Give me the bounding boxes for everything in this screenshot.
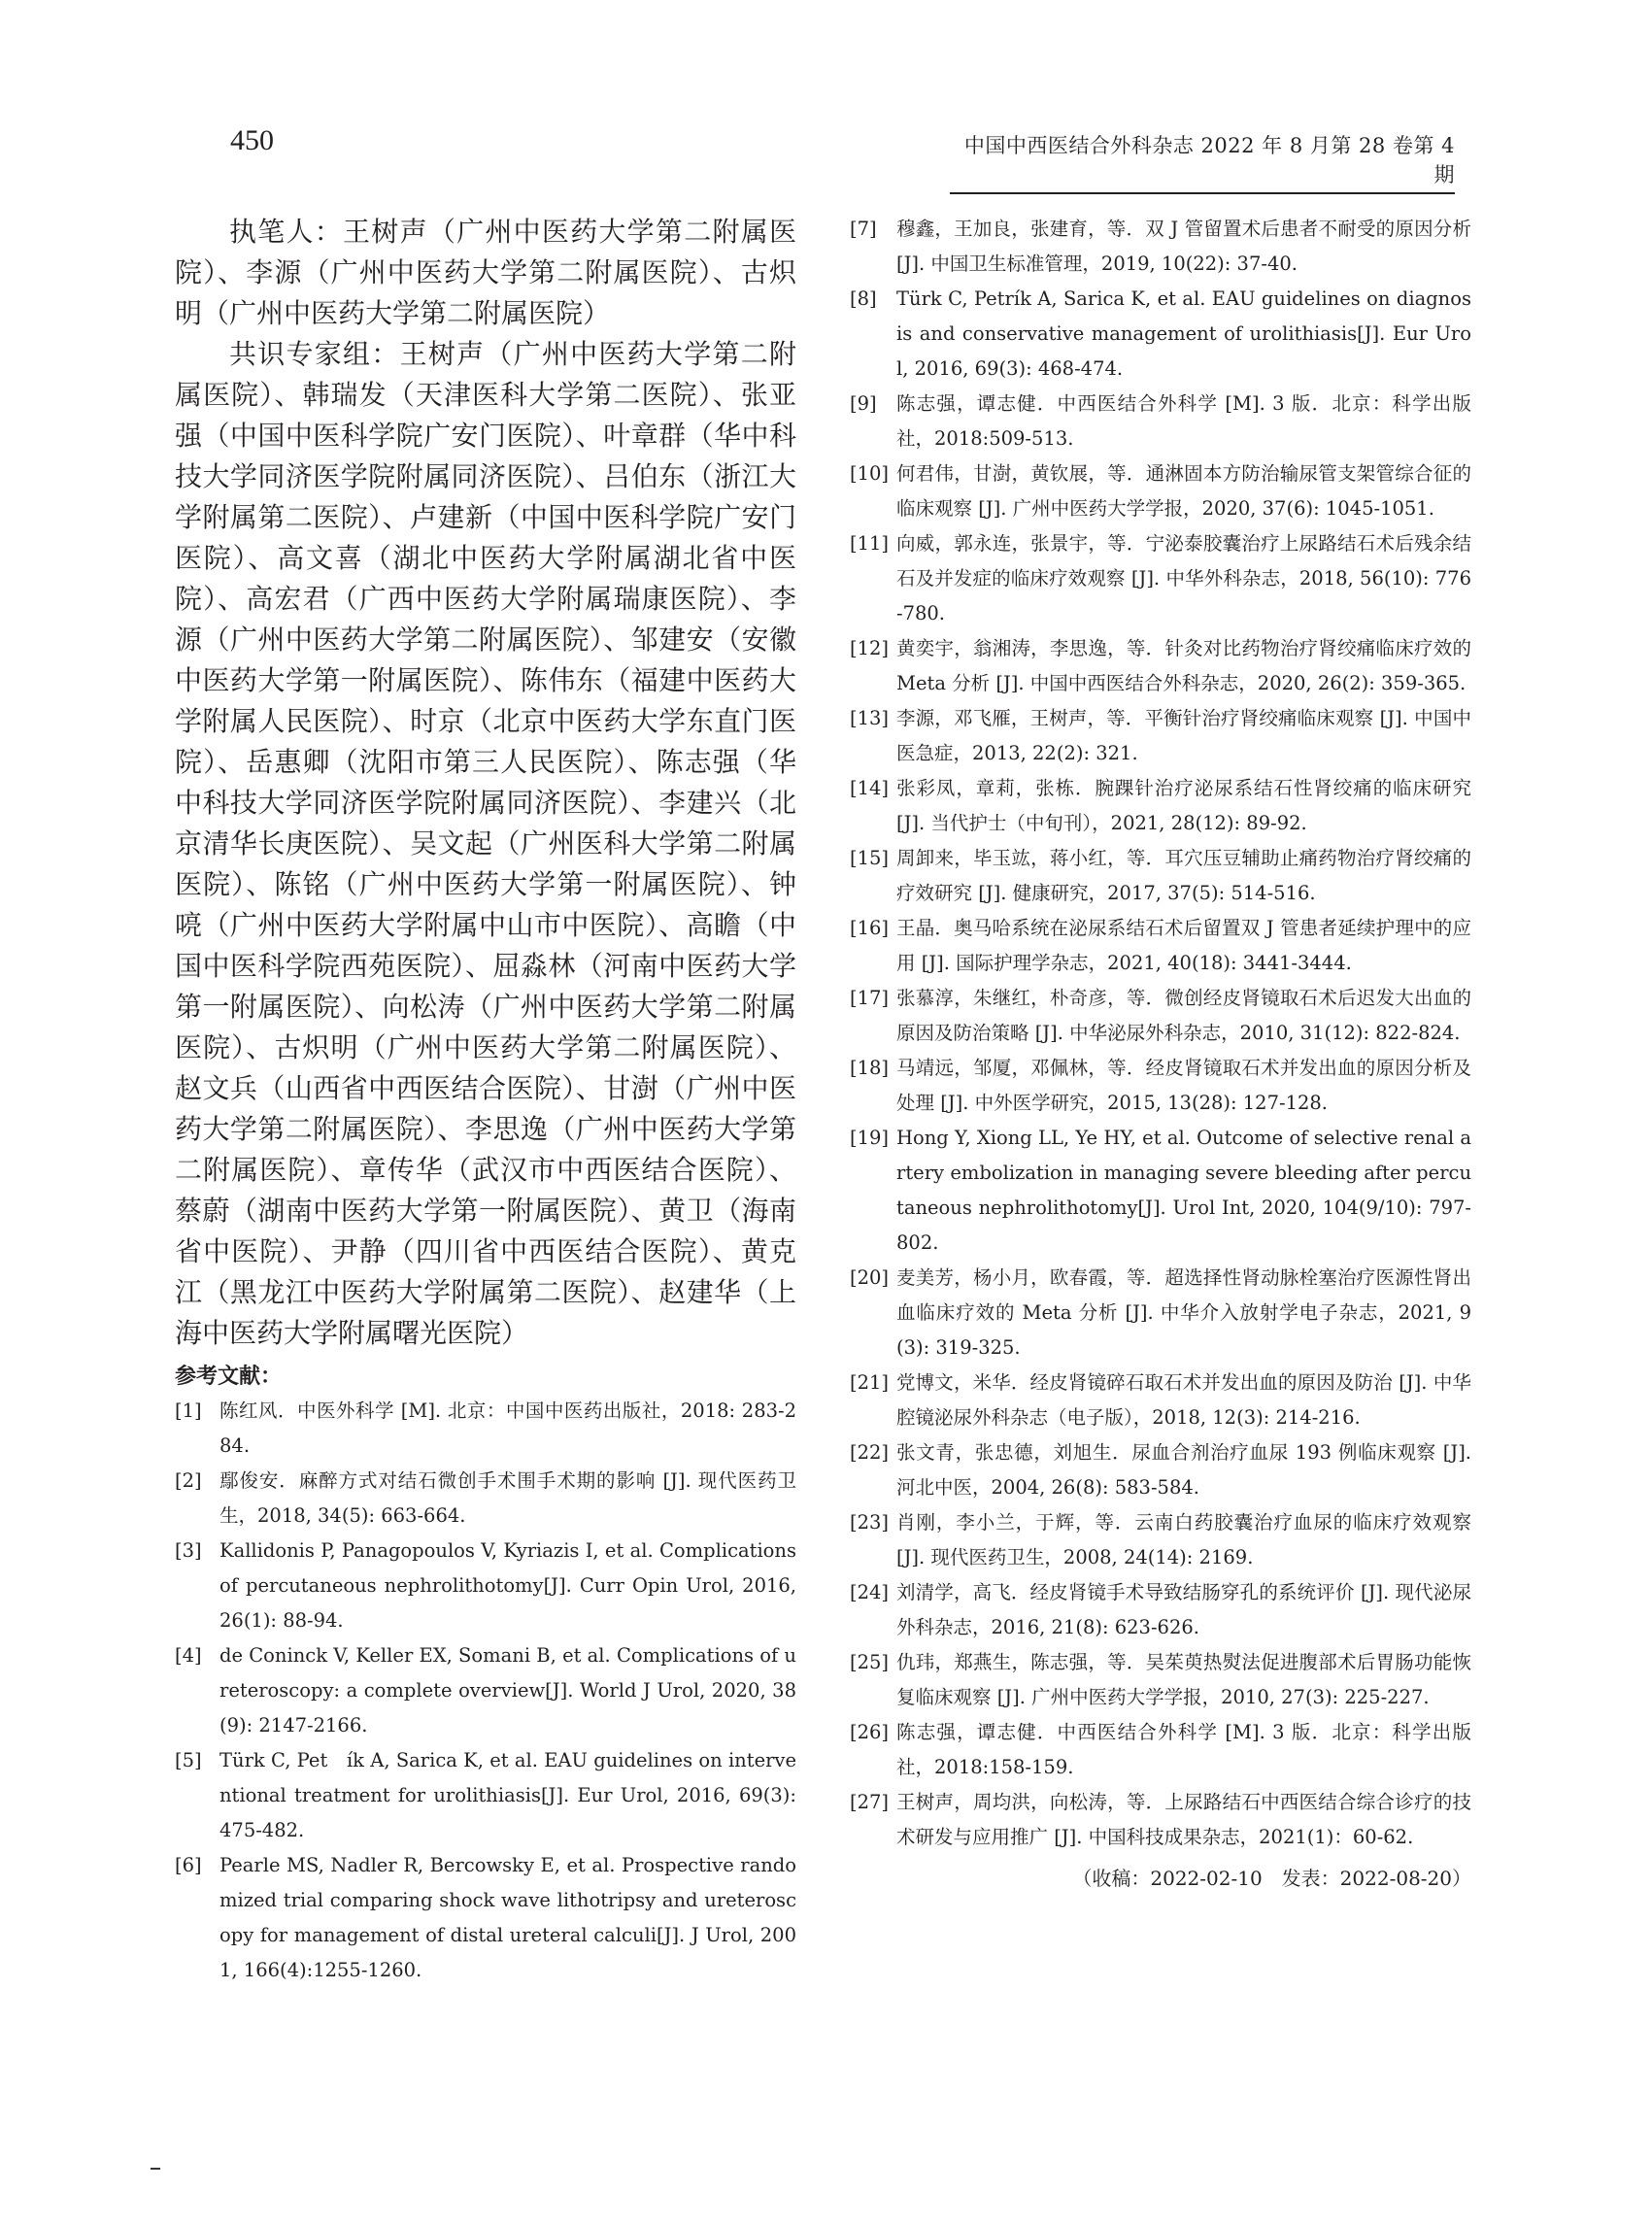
- reference-text: 向威，郭永连，张景宇，等．宁泌泰胶囊治疗上尿路结石术后残余结石及并发症的临床疗效观察 [J]. 中华外科杂志，2018, 56(10): 776-780.: [896, 532, 1471, 624]
- reference-text: 王晶．奥马哈系统在泌尿系结石术后留置双 J 管患者延续护理中的应用 [J]. 国际护理学杂志，2021, 40(18): 3441-3444.: [896, 917, 1471, 974]
- reference-item: [175, 1848, 796, 1988]
- received-dates: （收稿：2022-02-10 发表：2022-08-20）: [1072, 1867, 1471, 1890]
- page-number: 450: [230, 124, 274, 156]
- reference-number: [18]: [850, 1057, 890, 1079]
- reference-item: [850, 771, 1471, 841]
- reference-text: Türk C, Pet ík A, Sarica K, et al. EAU guidelines on interventional treatment for urolithiasis[J]. Eur Urol, 2016, 69(3): 475-482.: [219, 1749, 796, 1841]
- reference-number: [27]: [850, 1791, 890, 1813]
- reference-text: 黄奕宇，翁湘涛，李思逸，等．针灸对比药物治疗肾绞痛临床疗效的 Meta 分析 [J]. 中国中西医结合外科杂志，2020, 26(2): 359-365.: [896, 637, 1471, 694]
- reference-text: 马靖远，邹厦，邓佩林，等．经皮肾镜取石术并发出血的原因分析及处理 [J]. 中外医学研究，2015, 13(28): 127-128.: [896, 1057, 1471, 1114]
- reference-item: [850, 841, 1471, 911]
- reference-item: [175, 1534, 796, 1638]
- reference-number: [16]: [850, 917, 890, 939]
- reference-text: 张文青，张忠德，刘旭生．尿血合剂治疗血尿 193 例临床观察 [J]. 河北中医，2004, 26(8): 583-584.: [896, 1441, 1471, 1499]
- reference-number: [6]: [175, 1854, 202, 1876]
- reference-text: 仇玮，郑燕生，陈志强，等．吴茱萸热熨法促进腹部术后胃肠功能恢复临床观察 [J]. 广州中医药大学学报，2010, 27(3): 225-227.: [896, 1651, 1471, 1708]
- reference-number: [11]: [850, 532, 890, 555]
- reference-item: [850, 1261, 1471, 1365]
- writer-paragraph: 执笔人：王树声（广州中医药大学第二附属医院）、李源（广州中医药大学第二附属医院）、古炽明（广州中医药大学第二附属医院）: [175, 216, 796, 329]
- reference-number: [23]: [850, 1511, 890, 1534]
- reference-text: de Coninck V, Keller EX, Somani B, et al. Complications of ureteroscopy: a complete overview[J]. World J Urol, 2020, 38(9): 2147-2166.: [219, 1644, 796, 1736]
- reference-text: 陈志强，谭志健．中西医结合外科学 [M]. 3 版．北京：科学出版社，2018:158-159.: [896, 1721, 1471, 1778]
- journal-header: 中国中西医结合外科杂志 2022 年 8 月第 28 卷第 4 期: [950, 130, 1455, 194]
- reference-item: [850, 282, 1471, 387]
- reference-item: [175, 1638, 796, 1743]
- reference-item: [850, 1505, 1471, 1575]
- reference-number: [1]: [175, 1399, 202, 1422]
- reference-text: 肖刚，李小兰，于辉，等．云南白药胶囊治疗血尿的临床疗效观察 [J]. 现代医药卫生，2008, 24(14): 2169.: [896, 1511, 1471, 1568]
- reference-text: 陈红风．中医外科学 [M]. 北京：中国中医药出版社，2018: 283-284.: [219, 1399, 796, 1457]
- reference-item: [175, 1743, 796, 1848]
- reference-number: [3]: [175, 1539, 202, 1562]
- reference-list-left: [175, 1394, 796, 1988]
- reference-number: [22]: [850, 1441, 890, 1464]
- reference-item: [850, 981, 1471, 1051]
- reference-number: [21]: [850, 1371, 890, 1394]
- reference-text: 刘清学，高飞．经皮肾镜手术导致结肠穿孔的系统评价 [J]. 现代泌尿外科杂志，2016, 21(8): 623-626.: [896, 1581, 1471, 1638]
- reference-text: Kallidonis P, Panagopoulos V, Kyriazis I, et al. Complications of percutaneous nephrolithotomy[J]. Curr Opin Urol, 2016, 26(1): 88-94.: [219, 1539, 796, 1632]
- reference-item: [850, 631, 1471, 701]
- reference-number: [19]: [850, 1127, 890, 1149]
- reference-item: [850, 911, 1471, 981]
- reference-item: [850, 212, 1471, 282]
- reference-item: [850, 1575, 1471, 1645]
- reference-text: Hong Y, Xiong LL, Ye HY, et al. Outcome of selective renal artery embolization in managing severe bleeding after percutaneous nephrolithotomy[J]. Urol Int, 2020, 104(9/10): 797-802.: [896, 1127, 1471, 1254]
- reference-text: 王树声，周均洪，向松涛，等．上尿路结石中西医结合综合诊疗的技术研发与应用推广 [J]. 中国科技成果杂志，2021(1)：60-62.: [896, 1791, 1471, 1848]
- reference-number: [7]: [850, 218, 877, 240]
- reference-item: [850, 387, 1471, 456]
- references-heading: 参考文献：: [175, 1365, 283, 1389]
- reference-text: 周卸来，毕玉竑，蒋小红，等．耳穴压豆辅助止痛药物治疗肾绞痛的疗效研究 [J]. 健康研究，2017, 37(5): 514-516.: [896, 847, 1471, 904]
- reference-text: 李源，邓飞雁，王树声，等．平衡针治疗肾绞痛临床观察 [J]. 中国中医急症，2013, 22(2): 321.: [896, 707, 1471, 764]
- reference-number: [10]: [850, 462, 890, 485]
- reference-number: [25]: [850, 1651, 890, 1673]
- reference-text: 党博文，米华．经皮肾镜碎石取石术并发出血的原因及防治 [J]. 中华腔镜泌尿外科杂志（电子版），2018, 12(3): 214-216.: [896, 1371, 1471, 1429]
- reference-item: [850, 1121, 1471, 1261]
- reference-number: [20]: [850, 1266, 890, 1289]
- footer-mark: [151, 2168, 160, 2170]
- reference-item: [850, 1365, 1471, 1435]
- reference-text: Pearle MS, Nadler R, Bercowsky E, et al. Prospective randomized trial comparing shock wave lithotripsy and ureteroscopy for management of distal ureteral calculi[J]. J Urol, 2001, 166(4):1255-1260.: [219, 1854, 796, 1981]
- reference-number: [13]: [850, 707, 890, 729]
- reference-text: 张慕淳，朱继红，朴奇彦，等．微创经皮肾镜取石术后迟发大出血的原因及防治策略 [J]. 中华泌尿外科杂志，2010, 31(12): 822-824.: [896, 987, 1471, 1044]
- reference-item: [850, 1715, 1471, 1785]
- reference-number: [12]: [850, 637, 890, 659]
- reference-text: 穆鑫，王加良，张建育，等．双 J 管留置术后患者不耐受的原因分析 [J]. 中国卫生标准管理，2019, 10(22): 37-40.: [896, 218, 1471, 275]
- reference-text: 何君伟，甘澍，黄钦展，等．通淋固本方防治输尿管支架管综合征的临床观察 [J]. 广州中医药大学学报，2020, 37(6): 1045-1051.: [896, 462, 1471, 520]
- reference-text: 麦美芳，杨小月，欧春霞，等．超选择性肾动脉栓塞治疗医源性肾出血临床疗效的 Meta 分析 [J]. 中华介入放射学电子杂志，2021, 9(3): 319-325.: [896, 1266, 1471, 1359]
- reference-item: [175, 1394, 796, 1464]
- reference-item: [850, 1435, 1471, 1505]
- reference-number: [4]: [175, 1644, 202, 1667]
- reference-number: [5]: [175, 1749, 202, 1771]
- reference-item: [850, 526, 1471, 631]
- reference-item: [850, 456, 1471, 526]
- reference-number: [8]: [850, 287, 877, 310]
- reference-item: [850, 701, 1471, 771]
- reference-number: [24]: [850, 1581, 890, 1603]
- reference-item: [850, 1785, 1471, 1855]
- reference-text: Türk C, Petrík A, Sarica K, et al. EAU guidelines on diagnosis and conservative management of urolithiasis[J]. Eur Urol, 2016, 69(3): 468-474.: [896, 287, 1471, 380]
- reference-number: [15]: [850, 847, 890, 869]
- reference-number: [17]: [850, 987, 890, 1009]
- reference-number: [9]: [850, 392, 877, 415]
- reference-list-right: [850, 212, 1471, 1855]
- reference-number: [14]: [850, 777, 890, 799]
- reference-text: 张彩凤，章莉，张栋．腕踝针治疗泌尿系结石性肾绞痛的临床研究 [J]. 当代护士（中旬刊），2021, 28(12): 89-92.: [896, 777, 1471, 834]
- reference-text: 鄢俊安．麻醉方式对结石微创手术围手术期的影响 [J]. 现代医药卫生，2018, 34(5): 663-664.: [219, 1469, 796, 1527]
- reference-number: [26]: [850, 1721, 890, 1743]
- reference-number: [2]: [175, 1469, 202, 1492]
- reference-text: 陈志强，谭志健．中西医结合外科学 [M]. 3 版．北京：科学出版社，2018:509-513.: [896, 392, 1471, 450]
- reference-item: [850, 1645, 1471, 1715]
- left-column: [175, 212, 796, 1988]
- expert-panel-paragraph: 共识专家组：王树声（广州中医药大学第二附属医院）、韩瑞发（天津医科大学第二医院）、张亚强（中国中医科学院广安门医院）、叶章群（华中科技大学同济医学院附属同济医院）、吕伯东（浙江大学附属第二医院）、卢建新（中国中医科学院广安门医院）、高文喜（湖北中医药大学附属湖北省中医院）、高宏君（广西中医药大学附属瑞康医院）、李源（广州中医药大学第二附属医院）、邹建安（安徽中医药大学第一附属医院）、陈伟东（福建中医药大学附属人民医院）、时京（北京中医药大学东直门医院）、岳惠卿（沈阳市第三人民医院）、陈志强（华中科技大学同济医学院附属同济医院）、李建兴（北京清华长庚医院）、吴文起（广州医科大学第二附属医院）、陈铭（广州中医药大学第一附属医院）、钟喨（广州中医药大学附属中山市中医院）、高瞻（中国中医科学院西苑医院）、屈淼林（河南中医药大学第一附属医院）、向松涛（广州中医药大学第二附属医院）、古炽明（广州中医药大学第二附属医院）、赵文兵（山西省中西医结合医院）、甘澍（广州中医药大学第二附属医院）、李思逸（广州中医药大学第二附属医院）、章传华（武汉市中西医结合医院）、蔡蔚（湖南中医药大学第一附属医院）、黄卫（海南省中医院）、尹静（四川省中西医结合医院）、黄克江（黑龙江中医药大学附属第二医院）、赵建华（上海中医药大学附属曙光医院）: [175, 338, 796, 1349]
- reference-item: [850, 1051, 1471, 1121]
- reference-item: [175, 1464, 796, 1534]
- right-column: [850, 212, 1471, 1896]
